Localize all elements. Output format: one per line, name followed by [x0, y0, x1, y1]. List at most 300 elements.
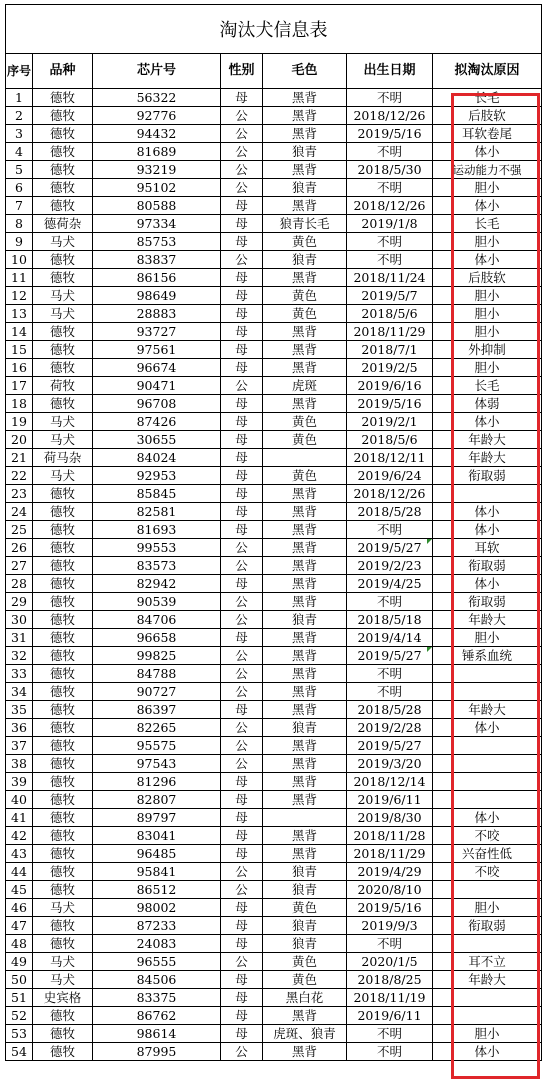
cell-reason[interactable]: 不咬	[433, 863, 542, 881]
cell-color[interactable]: 黑背	[263, 629, 347, 647]
cell-birthdate[interactable]: 不明	[347, 683, 433, 701]
cell-sex[interactable]: 公	[221, 683, 263, 701]
cell-chip[interactable]: 84024	[93, 449, 221, 467]
cell-index[interactable]: 13	[6, 305, 33, 323]
cell-index[interactable]: 47	[6, 917, 33, 935]
cell-breed[interactable]: 德牧	[33, 269, 93, 287]
cell-sex[interactable]: 公	[221, 1043, 263, 1061]
cell-breed[interactable]: 德牧	[33, 179, 93, 197]
cell-breed[interactable]: 德荷杂	[33, 215, 93, 233]
cell-sex[interactable]: 母	[221, 971, 263, 989]
cell-sex[interactable]: 母	[221, 341, 263, 359]
cell-index[interactable]: 34	[6, 683, 33, 701]
cell-breed[interactable]: 德牧	[33, 827, 93, 845]
cell-index[interactable]: 36	[6, 719, 33, 737]
cell-breed[interactable]: 马犬	[33, 953, 93, 971]
cell-breed[interactable]: 德牧	[33, 845, 93, 863]
cell-birthdate[interactable]: 2018/12/11	[347, 449, 433, 467]
cell-chip[interactable]: 96485	[93, 845, 221, 863]
cell-reason[interactable]	[433, 737, 542, 755]
cell-color[interactable]: 黑背	[263, 521, 347, 539]
cell-color[interactable]: 黄色	[263, 305, 347, 323]
cell-birthdate[interactable]: 2018/8/25	[347, 971, 433, 989]
cell-color[interactable]: 黄色	[263, 287, 347, 305]
cell-chip[interactable]: 86512	[93, 881, 221, 899]
cell-chip[interactable]: 95841	[93, 863, 221, 881]
cell-sex[interactable]: 母	[221, 503, 263, 521]
cell-color[interactable]: 狼青	[263, 143, 347, 161]
cell-color[interactable]: 狼青	[263, 611, 347, 629]
cell-color[interactable]: 黄色	[263, 899, 347, 917]
cell-chip[interactable]: 86397	[93, 701, 221, 719]
cell-birthdate[interactable]: 不明	[347, 593, 433, 611]
cell-breed[interactable]: 德牧	[33, 539, 93, 557]
cell-sex[interactable]: 公	[221, 665, 263, 683]
cell-reason[interactable]: 体小	[433, 575, 542, 593]
cell-sex[interactable]: 公	[221, 593, 263, 611]
cell-sex[interactable]: 公	[221, 953, 263, 971]
cell-index[interactable]: 20	[6, 431, 33, 449]
cell-reason[interactable]: 年龄大	[433, 971, 542, 989]
cell-breed[interactable]: 德牧	[33, 791, 93, 809]
cell-index[interactable]: 19	[6, 413, 33, 431]
cell-birthdate[interactable]: 2019/6/11	[347, 1007, 433, 1025]
cell-reason[interactable]: 长毛	[433, 377, 542, 395]
cell-index[interactable]: 6	[6, 179, 33, 197]
cell-color[interactable]: 黑背	[263, 665, 347, 683]
cell-index[interactable]: 50	[6, 971, 33, 989]
cell-color[interactable]: 黑背	[263, 269, 347, 287]
cell-reason[interactable]: 胆小	[433, 305, 542, 323]
cell-index[interactable]: 14	[6, 323, 33, 341]
cell-index[interactable]: 46	[6, 899, 33, 917]
cell-chip[interactable]: 97543	[93, 755, 221, 773]
cell-color[interactable]	[263, 809, 347, 827]
cell-breed[interactable]: 马犬	[33, 467, 93, 485]
cell-index[interactable]: 35	[6, 701, 33, 719]
cell-color[interactable]: 黑背	[263, 557, 347, 575]
cell-sex[interactable]: 母	[221, 791, 263, 809]
cell-color[interactable]: 黑背	[263, 773, 347, 791]
cell-index[interactable]: 28	[6, 575, 33, 593]
cell-color[interactable]: 黑背	[263, 647, 347, 665]
cell-birthdate[interactable]: 2018/5/18	[347, 611, 433, 629]
cell-color[interactable]: 狼青长毛	[263, 215, 347, 233]
cell-birthdate[interactable]: 2019/6/24	[347, 467, 433, 485]
cell-reason[interactable]: 运动能力不强	[433, 161, 542, 179]
cell-sex[interactable]: 母	[221, 395, 263, 413]
cell-color[interactable]: 黑背	[263, 845, 347, 863]
cell-color[interactable]: 黑背	[263, 359, 347, 377]
cell-index[interactable]: 4	[6, 143, 33, 161]
cell-breed[interactable]: 德牧	[33, 917, 93, 935]
cell-sex[interactable]: 母	[221, 773, 263, 791]
cell-color[interactable]: 黄色	[263, 467, 347, 485]
cell-index[interactable]: 24	[6, 503, 33, 521]
cell-index[interactable]: 17	[6, 377, 33, 395]
cell-birthdate[interactable]: 2018/5/6	[347, 305, 433, 323]
cell-birthdate[interactable]: 2019/2/5	[347, 359, 433, 377]
cell-breed[interactable]: 德牧	[33, 881, 93, 899]
cell-birthdate[interactable]: 2019/5/16	[347, 899, 433, 917]
cell-chip[interactable]: 90727	[93, 683, 221, 701]
cell-chip[interactable]: 83837	[93, 251, 221, 269]
cell-sex[interactable]: 公	[221, 737, 263, 755]
cell-index[interactable]: 15	[6, 341, 33, 359]
cell-birthdate[interactable]: 2018/5/6	[347, 431, 433, 449]
cell-breed[interactable]: 德牧	[33, 809, 93, 827]
cell-index[interactable]: 27	[6, 557, 33, 575]
cell-birthdate[interactable]: 2019/4/29	[347, 863, 433, 881]
cell-index[interactable]: 45	[6, 881, 33, 899]
cell-breed[interactable]: 荷牧	[33, 377, 93, 395]
cell-index[interactable]: 42	[6, 827, 33, 845]
cell-birthdate[interactable]: 2019/5/27	[347, 647, 433, 665]
cell-chip[interactable]: 98002	[93, 899, 221, 917]
cell-birthdate[interactable]: 2018/12/26	[347, 197, 433, 215]
cell-index[interactable]: 38	[6, 755, 33, 773]
cell-birthdate[interactable]: 2019/5/16	[347, 395, 433, 413]
cell-color[interactable]: 黑背	[263, 683, 347, 701]
cell-birthdate[interactable]: 2018/11/29	[347, 323, 433, 341]
cell-sex[interactable]: 公	[221, 719, 263, 737]
cell-color[interactable]: 狼青	[263, 251, 347, 269]
cell-color[interactable]: 狼青	[263, 917, 347, 935]
cell-birthdate[interactable]: 不明	[347, 251, 433, 269]
cell-sex[interactable]: 母	[221, 449, 263, 467]
cell-reason[interactable]: 胆小	[433, 233, 542, 251]
cell-sex[interactable]: 母	[221, 521, 263, 539]
cell-index[interactable]: 43	[6, 845, 33, 863]
cell-breed[interactable]: 德牧	[33, 683, 93, 701]
cell-reason[interactable]: 耳不立	[433, 953, 542, 971]
cell-breed[interactable]: 德牧	[33, 359, 93, 377]
cell-birthdate[interactable]: 2019/5/27	[347, 737, 433, 755]
cell-index[interactable]: 53	[6, 1025, 33, 1043]
cell-color[interactable]: 黄色	[263, 971, 347, 989]
cell-index[interactable]: 48	[6, 935, 33, 953]
cell-color[interactable]: 狼青	[263, 179, 347, 197]
cell-color[interactable]: 黑背	[263, 125, 347, 143]
cell-reason[interactable]: 后肢软	[433, 269, 542, 287]
cell-index[interactable]: 52	[6, 1007, 33, 1025]
cell-color[interactable]: 黑背	[263, 827, 347, 845]
cell-birthdate[interactable]: 2018/11/19	[347, 989, 433, 1007]
cell-reason[interactable]: 锤系血统	[433, 647, 542, 665]
cell-breed[interactable]: 德牧	[33, 935, 93, 953]
cell-reason[interactable]	[433, 683, 542, 701]
cell-breed[interactable]: 德牧	[33, 665, 93, 683]
cell-breed[interactable]: 马犬	[33, 287, 93, 305]
cell-reason[interactable]: 年龄大	[433, 449, 542, 467]
cell-index[interactable]: 11	[6, 269, 33, 287]
cell-chip[interactable]: 97334	[93, 215, 221, 233]
cell-index[interactable]: 21	[6, 449, 33, 467]
cell-color[interactable]: 黑背	[263, 701, 347, 719]
cell-breed[interactable]: 德牧	[33, 557, 93, 575]
cell-chip[interactable]: 90539	[93, 593, 221, 611]
cell-birthdate[interactable]: 不明	[347, 89, 433, 107]
cell-breed[interactable]: 德牧	[33, 629, 93, 647]
cell-chip[interactable]: 96708	[93, 395, 221, 413]
cell-index[interactable]: 16	[6, 359, 33, 377]
cell-reason[interactable]	[433, 773, 542, 791]
cell-chip[interactable]: 30655	[93, 431, 221, 449]
cell-birthdate[interactable]: 2019/2/23	[347, 557, 433, 575]
cell-index[interactable]: 10	[6, 251, 33, 269]
cell-chip[interactable]: 87233	[93, 917, 221, 935]
cell-sex[interactable]: 母	[221, 467, 263, 485]
cell-reason[interactable]: 长毛	[433, 89, 542, 107]
cell-sex[interactable]: 母	[221, 989, 263, 1007]
cell-reason[interactable]	[433, 665, 542, 683]
cell-breed[interactable]: 德牧	[33, 863, 93, 881]
cell-breed[interactable]: 德牧	[33, 107, 93, 125]
cell-color[interactable]: 虎斑、狼青	[263, 1025, 347, 1043]
cell-birthdate[interactable]: 2020/8/10	[347, 881, 433, 899]
cell-index[interactable]: 51	[6, 989, 33, 1007]
cell-sex[interactable]: 母	[221, 413, 263, 431]
cell-reason[interactable]: 长毛	[433, 215, 542, 233]
cell-reason[interactable]: 衔取弱	[433, 557, 542, 575]
cell-reason[interactable]: 胆小	[433, 1025, 542, 1043]
cell-sex[interactable]: 母	[221, 935, 263, 953]
cell-sex[interactable]: 母	[221, 1007, 263, 1025]
cell-reason[interactable]: 年龄大	[433, 611, 542, 629]
cell-color[interactable]: 黄色	[263, 413, 347, 431]
cell-color[interactable]: 黑背	[263, 197, 347, 215]
cell-color[interactable]: 黑背	[263, 755, 347, 773]
cell-birthdate[interactable]: 不明	[347, 935, 433, 953]
cell-chip[interactable]: 99553	[93, 539, 221, 557]
cell-breed[interactable]: 德牧	[33, 485, 93, 503]
cell-color[interactable]: 黑背	[263, 161, 347, 179]
cell-birthdate[interactable]: 2019/5/16	[347, 125, 433, 143]
cell-reason[interactable]	[433, 989, 542, 1007]
cell-sex[interactable]: 公	[221, 881, 263, 899]
cell-sex[interactable]: 公	[221, 161, 263, 179]
cell-chip[interactable]: 96555	[93, 953, 221, 971]
cell-chip[interactable]: 82265	[93, 719, 221, 737]
cell-index[interactable]: 31	[6, 629, 33, 647]
cell-color[interactable]: 狼青	[263, 935, 347, 953]
cell-chip[interactable]: 96658	[93, 629, 221, 647]
cell-index[interactable]: 44	[6, 863, 33, 881]
cell-color[interactable]: 狼青	[263, 881, 347, 899]
cell-index[interactable]: 3	[6, 125, 33, 143]
cell-chip[interactable]: 87995	[93, 1043, 221, 1061]
cell-breed[interactable]: 德牧	[33, 341, 93, 359]
cell-reason[interactable]	[433, 881, 542, 899]
cell-sex[interactable]: 公	[221, 863, 263, 881]
cell-reason[interactable]: 后肢软	[433, 107, 542, 125]
cell-color[interactable]: 黑背	[263, 89, 347, 107]
cell-birthdate[interactable]: 2019/8/30	[347, 809, 433, 827]
cell-chip[interactable]: 98649	[93, 287, 221, 305]
cell-chip[interactable]: 24083	[93, 935, 221, 953]
cell-color[interactable]: 黑背	[263, 341, 347, 359]
cell-chip[interactable]: 84506	[93, 971, 221, 989]
cell-reason[interactable]	[433, 791, 542, 809]
cell-color[interactable]: 黑背	[263, 737, 347, 755]
cell-sex[interactable]: 母	[221, 305, 263, 323]
cell-index[interactable]: 49	[6, 953, 33, 971]
cell-sex[interactable]: 母	[221, 323, 263, 341]
cell-breed[interactable]: 马犬	[33, 431, 93, 449]
cell-chip[interactable]: 95575	[93, 737, 221, 755]
cell-reason[interactable]	[433, 935, 542, 953]
cell-color[interactable]: 黑背	[263, 323, 347, 341]
cell-reason[interactable]	[433, 755, 542, 773]
cell-breed[interactable]: 德牧	[33, 89, 93, 107]
cell-reason[interactable]: 体小	[433, 251, 542, 269]
cell-breed[interactable]: 德牧	[33, 251, 93, 269]
cell-reason[interactable]: 体小	[433, 521, 542, 539]
cell-color[interactable]: 黑背	[263, 575, 347, 593]
cell-color[interactable]: 黑背	[263, 485, 347, 503]
cell-chip[interactable]: 56322	[93, 89, 221, 107]
cell-birthdate[interactable]: 不明	[347, 665, 433, 683]
cell-index[interactable]: 54	[6, 1043, 33, 1061]
cell-sex[interactable]: 公	[221, 143, 263, 161]
cell-birthdate[interactable]: 不明	[347, 179, 433, 197]
cell-birthdate[interactable]: 2018/5/30	[347, 161, 433, 179]
cell-breed[interactable]: 德牧	[33, 521, 93, 539]
cell-breed[interactable]: 德牧	[33, 323, 93, 341]
cell-birthdate[interactable]: 2019/4/14	[347, 629, 433, 647]
cell-breed[interactable]: 马犬	[33, 305, 93, 323]
cell-sex[interactable]: 公	[221, 107, 263, 125]
cell-chip[interactable]: 81693	[93, 521, 221, 539]
cell-chip[interactable]: 81689	[93, 143, 221, 161]
cell-breed[interactable]: 德牧	[33, 647, 93, 665]
cell-chip[interactable]: 84788	[93, 665, 221, 683]
cell-index[interactable]: 39	[6, 773, 33, 791]
cell-reason[interactable]	[433, 1007, 542, 1025]
cell-reason[interactable]: 体小	[433, 143, 542, 161]
cell-breed[interactable]: 德牧	[33, 737, 93, 755]
cell-reason[interactable]: 耳软	[433, 539, 542, 557]
cell-sex[interactable]: 公	[221, 539, 263, 557]
cell-index[interactable]: 41	[6, 809, 33, 827]
cell-reason[interactable]: 兴奋性低	[433, 845, 542, 863]
cell-birthdate[interactable]: 不明	[347, 1025, 433, 1043]
cell-birthdate[interactable]: 2020/1/5	[347, 953, 433, 971]
cell-breed[interactable]: 德牧	[33, 143, 93, 161]
cell-chip[interactable]: 93219	[93, 161, 221, 179]
cell-breed[interactable]: 马犬	[33, 233, 93, 251]
cell-color[interactable]: 狼青	[263, 863, 347, 881]
cell-reason[interactable]: 体小	[433, 197, 542, 215]
cell-breed[interactable]: 马犬	[33, 971, 93, 989]
cell-color[interactable]: 黑背	[263, 107, 347, 125]
cell-chip[interactable]: 93727	[93, 323, 221, 341]
cell-color[interactable]: 黑白花	[263, 989, 347, 1007]
cell-index[interactable]: 26	[6, 539, 33, 557]
cell-birthdate[interactable]: 2019/6/11	[347, 791, 433, 809]
cell-chip[interactable]: 92776	[93, 107, 221, 125]
cell-index[interactable]: 23	[6, 485, 33, 503]
cell-breed[interactable]: 德牧	[33, 161, 93, 179]
cell-sex[interactable]: 母	[221, 917, 263, 935]
cell-chip[interactable]: 82581	[93, 503, 221, 521]
cell-sex[interactable]: 母	[221, 485, 263, 503]
cell-index[interactable]: 32	[6, 647, 33, 665]
cell-breed[interactable]: 史宾格	[33, 989, 93, 1007]
cell-chip[interactable]: 85753	[93, 233, 221, 251]
cell-breed[interactable]: 德牧	[33, 503, 93, 521]
cell-reason[interactable]: 胆小	[433, 359, 542, 377]
cell-reason[interactable]: 年龄大	[433, 701, 542, 719]
cell-index[interactable]: 22	[6, 467, 33, 485]
cell-birthdate[interactable]: 不明	[347, 1043, 433, 1061]
cell-birthdate[interactable]: 2018/11/28	[347, 827, 433, 845]
cell-chip[interactable]: 80588	[93, 197, 221, 215]
cell-sex[interactable]: 母	[221, 575, 263, 593]
cell-index[interactable]: 8	[6, 215, 33, 233]
cell-reason[interactable]: 体弱	[433, 395, 542, 413]
cell-reason[interactable]: 体小	[433, 719, 542, 737]
cell-index[interactable]: 18	[6, 395, 33, 413]
cell-sex[interactable]: 公	[221, 125, 263, 143]
cell-chip[interactable]: 86762	[93, 1007, 221, 1025]
cell-breed[interactable]: 德牧	[33, 1025, 93, 1043]
cell-color[interactable]: 黑背	[263, 791, 347, 809]
cell-birthdate[interactable]: 2018/12/14	[347, 773, 433, 791]
cell-birthdate[interactable]: 2019/9/3	[347, 917, 433, 935]
cell-birthdate[interactable]: 不明	[347, 143, 433, 161]
cell-chip[interactable]: 28883	[93, 305, 221, 323]
cell-breed[interactable]: 德牧	[33, 575, 93, 593]
cell-birthdate[interactable]: 不明	[347, 521, 433, 539]
cell-chip[interactable]: 84706	[93, 611, 221, 629]
cell-birthdate[interactable]: 2019/6/16	[347, 377, 433, 395]
cell-birthdate[interactable]: 2018/5/28	[347, 503, 433, 521]
cell-sex[interactable]: 母	[221, 233, 263, 251]
cell-breed[interactable]: 德牧	[33, 755, 93, 773]
cell-birthdate[interactable]: 2019/2/1	[347, 413, 433, 431]
cell-color[interactable]: 虎斑	[263, 377, 347, 395]
cell-birthdate[interactable]: 2019/4/25	[347, 575, 433, 593]
cell-chip[interactable]: 99825	[93, 647, 221, 665]
cell-index[interactable]: 30	[6, 611, 33, 629]
cell-reason[interactable]: 耳软卷尾	[433, 125, 542, 143]
cell-birthdate[interactable]: 2019/1/8	[347, 215, 433, 233]
cell-chip[interactable]: 83573	[93, 557, 221, 575]
cell-breed[interactable]: 德牧	[33, 593, 93, 611]
cell-reason[interactable]: 衔取弱	[433, 917, 542, 935]
cell-reason[interactable]: 外抑制	[433, 341, 542, 359]
cell-color[interactable]: 黑背	[263, 1043, 347, 1061]
cell-sex[interactable]: 公	[221, 647, 263, 665]
cell-birthdate[interactable]: 2018/12/26	[347, 485, 433, 503]
cell-birthdate[interactable]: 2019/5/27	[347, 539, 433, 557]
cell-sex[interactable]: 母	[221, 89, 263, 107]
cell-breed[interactable]: 德牧	[33, 1043, 93, 1061]
cell-sex[interactable]: 母	[221, 431, 263, 449]
cell-sex[interactable]: 母	[221, 197, 263, 215]
cell-reason[interactable]: 胆小	[433, 899, 542, 917]
cell-color[interactable]: 黑背	[263, 1007, 347, 1025]
cell-chip[interactable]: 90471	[93, 377, 221, 395]
cell-reason[interactable]: 体小	[433, 809, 542, 827]
cell-reason[interactable]: 胆小	[433, 323, 542, 341]
cell-birthdate[interactable]: 2018/12/26	[347, 107, 433, 125]
cell-sex[interactable]: 公	[221, 377, 263, 395]
cell-chip[interactable]: 87426	[93, 413, 221, 431]
cell-index[interactable]: 7	[6, 197, 33, 215]
cell-chip[interactable]: 83375	[93, 989, 221, 1007]
